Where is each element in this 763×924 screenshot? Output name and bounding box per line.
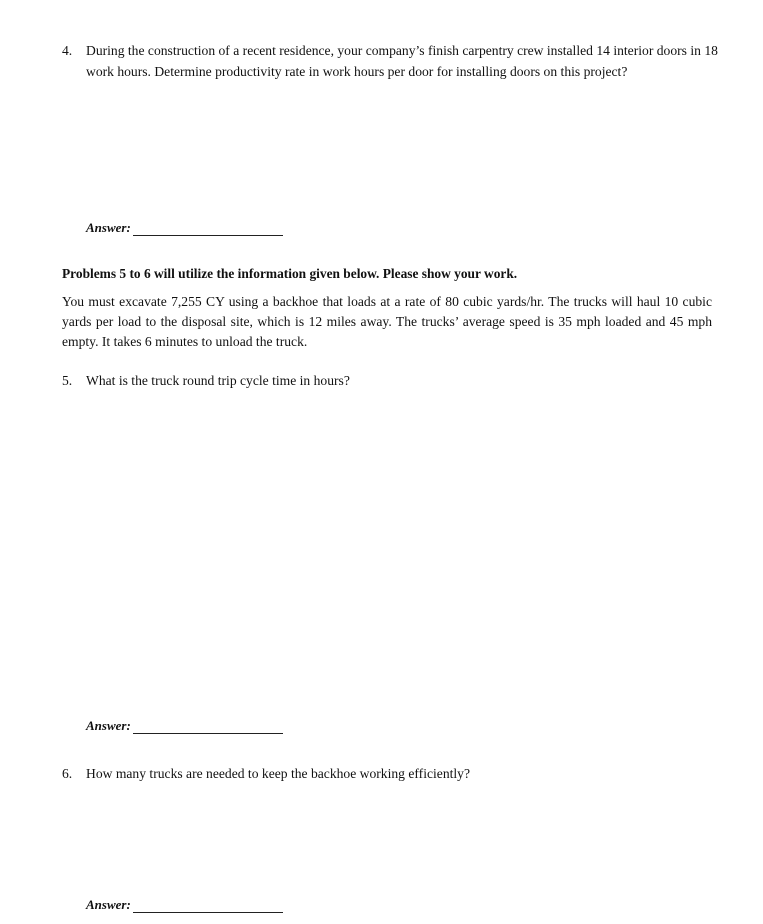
answer-6 [86,897,283,913]
question-5-text: What is the truck round trip cycle time in hours? [86,373,350,388]
answer-6-label: Answer: [86,897,131,912]
question-4-text: During the construction of a recent residence, your company’s finish carpentry crew installed 14 interior doors in 18 work hours. Determine productivity rate in work hours per door for installing doors on this project? [86,43,718,79]
section-heading: Problems 5 to 6 will utilize the information given below. Please show your work. [62,266,518,281]
question-6-number: 6. [62,766,73,781]
answer-4-label: Answer: [86,220,131,235]
answer-5-blank[interactable] [133,719,283,734]
question-6-text: How many trucks are needed to keep the backhoe working efficiently? [86,766,471,781]
question-4 [62,40,722,82]
question-4-number: 4. [62,43,73,58]
question-6 [62,763,722,784]
answer-6-blank[interactable] [133,898,283,913]
answer-4 [86,220,283,236]
answer-5-label: Answer: [86,718,131,733]
question-5-number: 5. [62,373,73,388]
question-5 [62,370,722,391]
answer-5 [86,718,283,734]
section-info: You must excavate 7,255 CY using a backhoe that loads at a rate of 80 cubic yards/hr. The trucks will haul 10 cubic yards per load to the disposal site, which is 12 miles away. The trucks’ average speed is 35 mph loaded and 45 mph empty. It takes 6 minutes to unload the truck. [62,294,712,349]
answer-4-blank[interactable] [133,221,283,236]
